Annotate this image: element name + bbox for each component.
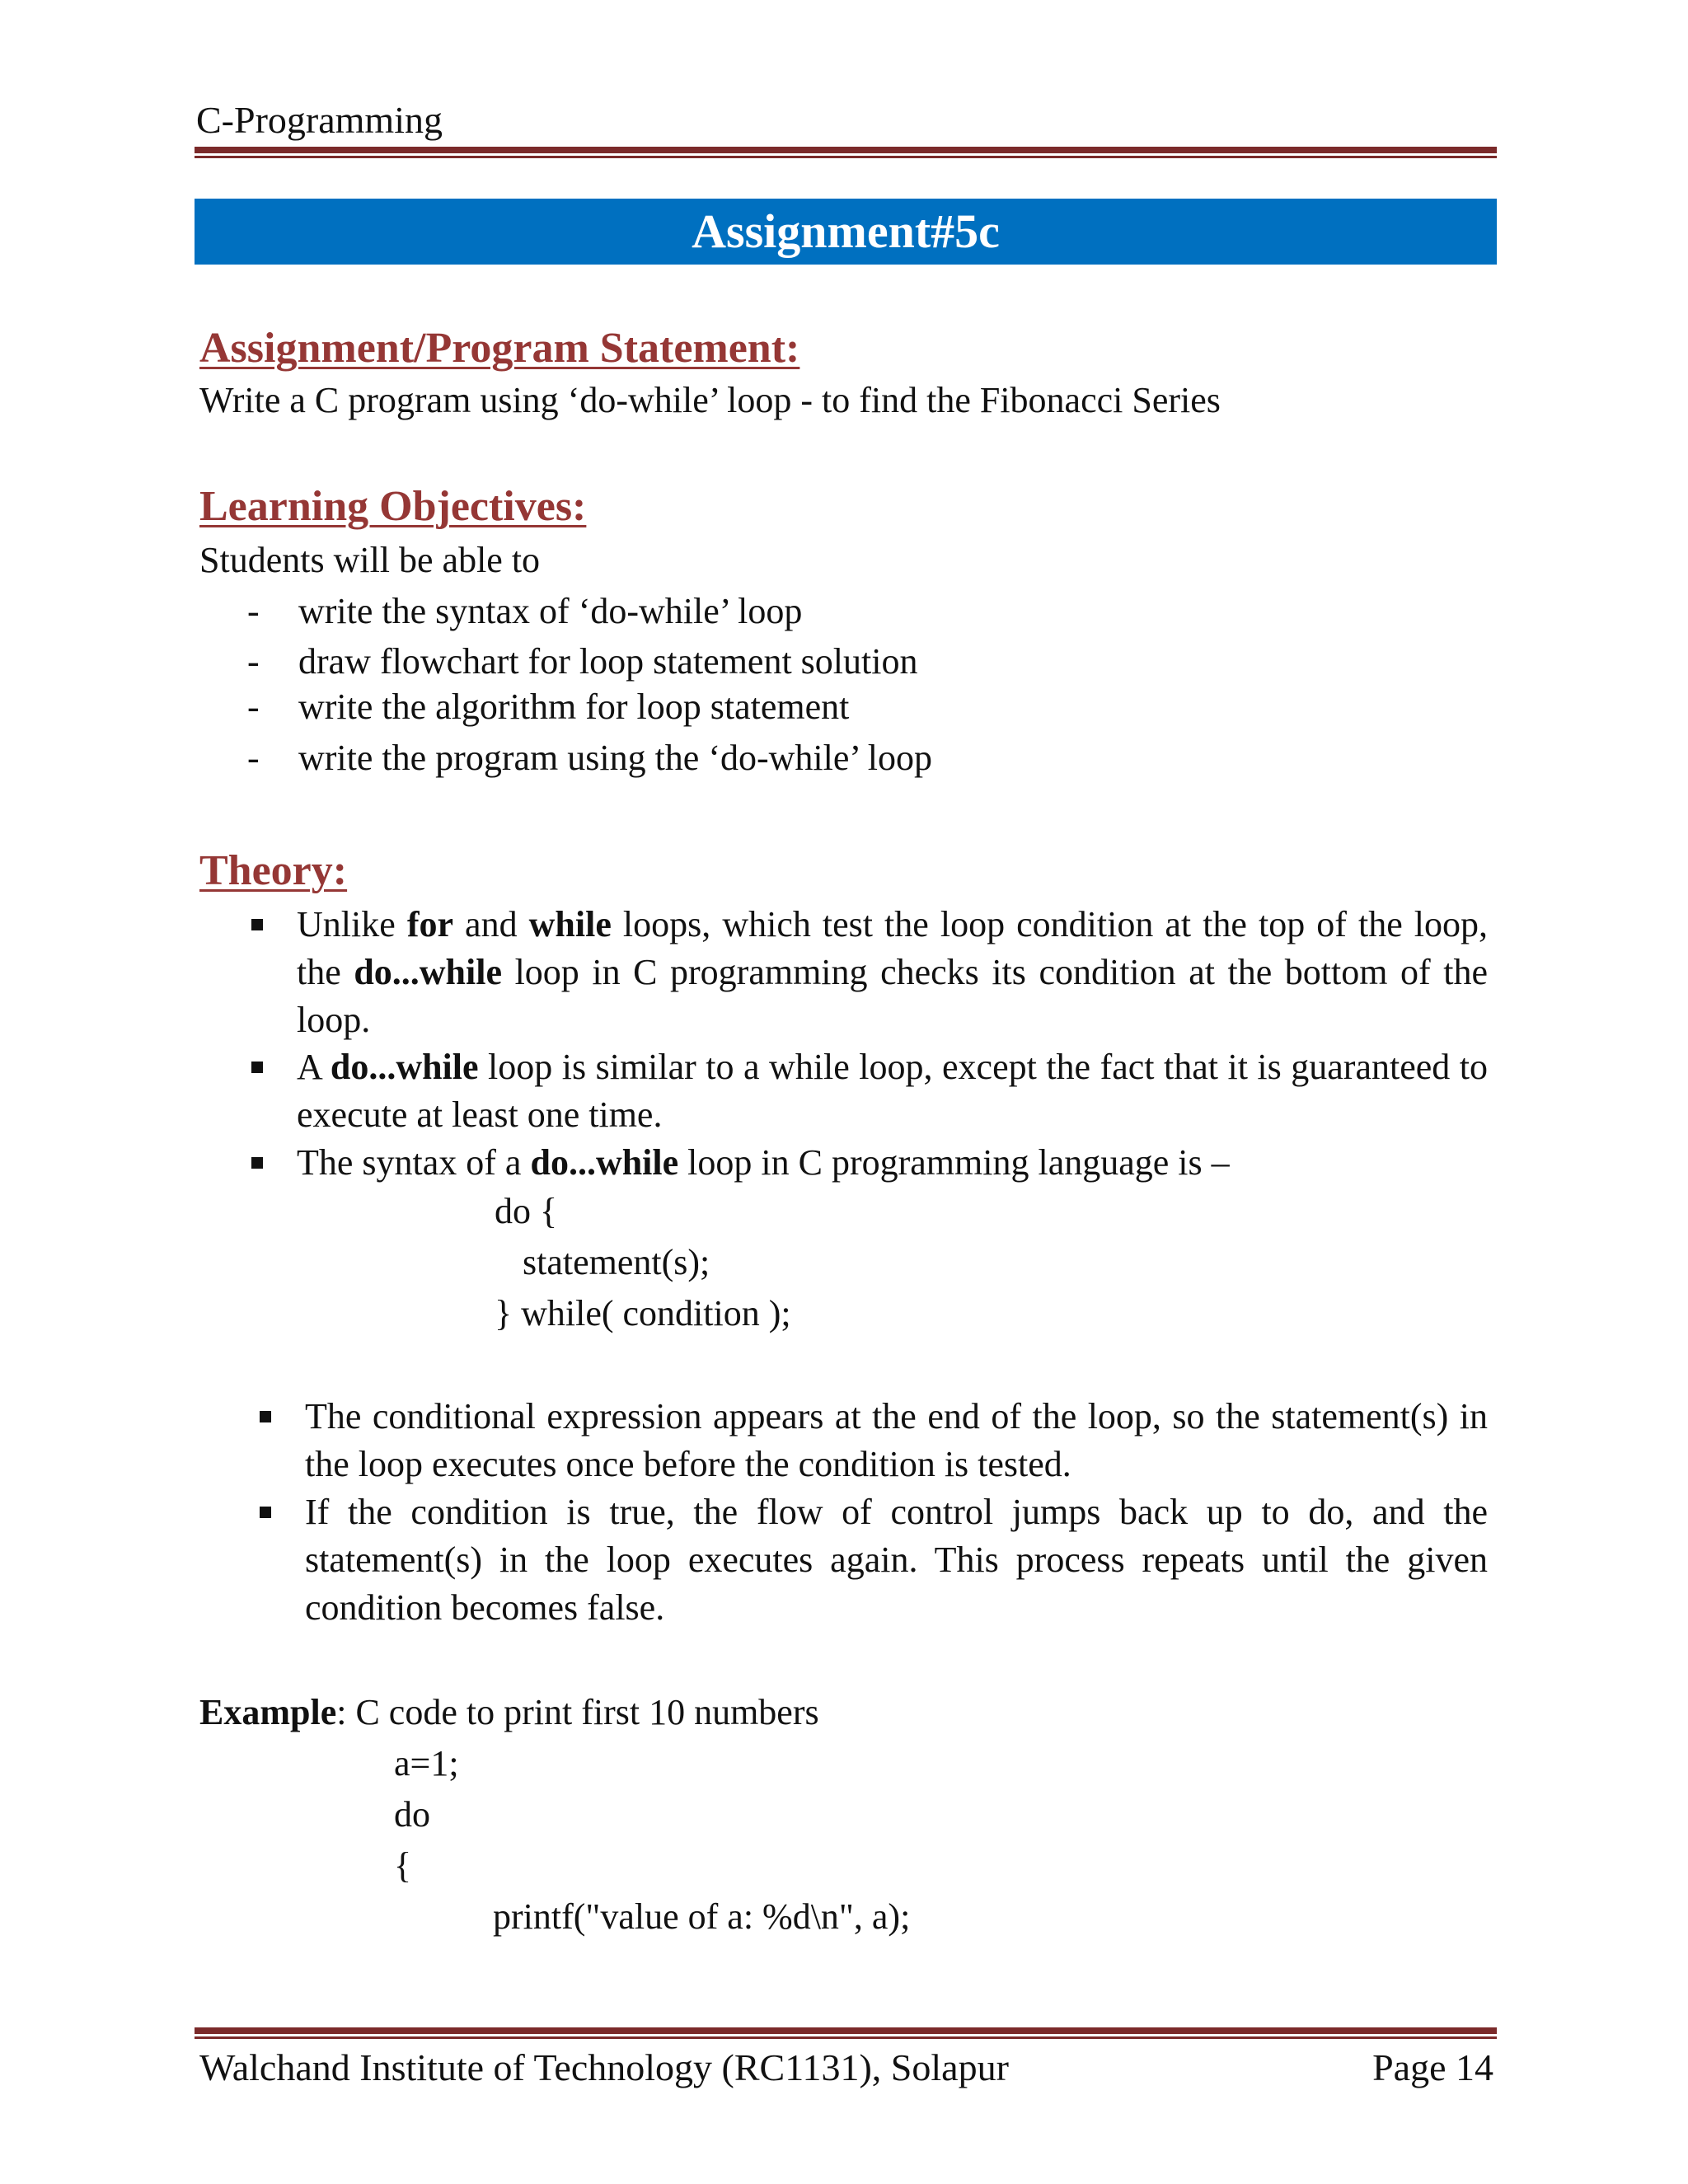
square-bullet-icon <box>251 1062 263 1073</box>
bullet-text: Unlike for and while loops, which test the loop condition at the top of the loop, the do...while loop in C programming checks its condition at the bottom of the loop. <box>297 904 1488 1040</box>
square-bullet-icon <box>260 1507 271 1518</box>
bullet-text: The syntax of a do...while loop in C programming language is – <box>297 1142 1230 1183</box>
example-code-line: printf("value of a: %d\n", a); <box>493 1896 911 1937</box>
theory-bullet <box>247 901 1488 1044</box>
theory-bullet <box>247 1043 1488 1139</box>
theory-bullet <box>256 1393 1488 1488</box>
dash-marker: - <box>247 687 260 727</box>
bullet-text: If the condition is true, the flow of control jumps back up to do, and the statement(s) in the loop executes again. This process repeats until the given condition becomes false. <box>305 1492 1488 1628</box>
footer-institute: Walchand Institute of Technology (RC1131), Solapur <box>199 2046 1009 2088</box>
objective-item: - draw flowchart for loop statement solution <box>247 639 917 685</box>
bullet-text: A do...while loop is similar to a while loop, except the fact that it is guaranteed to execute at least one time. <box>297 1047 1488 1135</box>
syntax-line: do { <box>495 1191 558 1231</box>
statement-heading: Assignment/Program Statement: <box>199 325 800 372</box>
square-bullet-icon <box>251 919 263 930</box>
theory-heading: Theory: <box>199 847 348 894</box>
objectives-heading: Learning Objectives: <box>199 483 587 530</box>
syntax-line: } while( condition ); <box>495 1293 791 1333</box>
dash-marker: - <box>247 738 260 778</box>
footer-rule <box>195 2027 1497 2039</box>
bullet-text: The conditional expression appears at the end of the loop, so the statement(s) in the loop executes once before the condition is tested. <box>305 1396 1488 1484</box>
theory-bullet <box>256 1488 1488 1632</box>
objective-item: - write the algorithm for loop statement <box>247 684 849 730</box>
square-bullet-icon <box>251 1157 263 1169</box>
objectives-intro: Students will be able to <box>199 540 541 580</box>
syntax-line: statement(s); <box>523 1242 710 1282</box>
example-label: Example <box>199 1692 337 1732</box>
statement-text: Write a C program using ‘do-while’ loop - to find the Fibonacci Series <box>199 380 1221 420</box>
running-header: C-Programming <box>196 99 443 141</box>
header-rule <box>195 147 1497 158</box>
dash-marker: - <box>247 591 260 631</box>
footer-page-number: Page 14 <box>1372 2046 1493 2088</box>
example-description: : C code to print first 10 numbers <box>336 1692 819 1732</box>
assignment-banner: Assignment#5c <box>195 199 1497 265</box>
example-code-line: a=1; <box>394 1743 459 1783</box>
theory-bullet <box>247 1139 1488 1187</box>
example-code-line: do <box>394 1794 430 1835</box>
objective-item: - write the program using the ‘do-while’ loop <box>247 735 932 781</box>
objective-item: - write the syntax of ‘do-while’ loop <box>247 588 802 635</box>
dash-marker: - <box>247 641 260 682</box>
example-code-line: { <box>394 1845 412 1886</box>
example-line <box>199 1690 819 1736</box>
square-bullet-icon <box>260 1411 271 1422</box>
